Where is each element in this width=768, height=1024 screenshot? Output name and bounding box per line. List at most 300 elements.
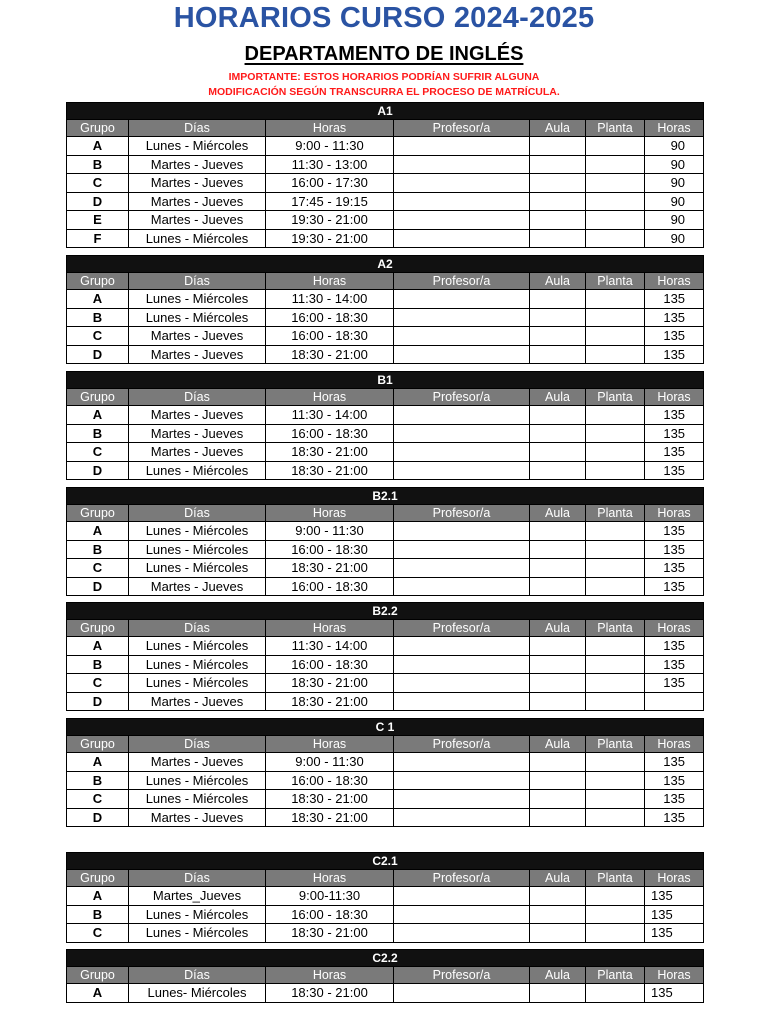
days-cell: Lunes - Miércoles (129, 308, 266, 327)
table-row (67, 211, 704, 230)
room-cell (530, 211, 586, 230)
days-cell: Martes - Jueves (129, 424, 266, 443)
column-header: Horas (266, 389, 394, 406)
group-cell: B (67, 155, 129, 174)
column-header: Días (129, 620, 266, 637)
floor-cell (586, 771, 645, 790)
floor-cell (586, 808, 645, 827)
teacher-cell (394, 345, 530, 364)
teacher-cell (394, 192, 530, 211)
column-header: Horas (645, 505, 704, 522)
hours-cell: 18:30 - 21:00 (266, 808, 394, 827)
table-row (67, 577, 704, 596)
level-title: B2.2 (67, 603, 704, 620)
room-cell (530, 984, 586, 1003)
group-cell: B (67, 771, 129, 790)
hours-cell: 18:30 - 21:00 (266, 924, 394, 943)
column-header: Profesor/a (394, 967, 530, 984)
schedule-table (66, 718, 704, 827)
days-cell: Martes - Jueves (129, 753, 266, 772)
hours-cell: 19:30 - 21:00 (266, 211, 394, 230)
days-cell: Lunes - Miércoles (129, 655, 266, 674)
floor-cell (586, 192, 645, 211)
room-cell (530, 192, 586, 211)
teacher-cell (394, 674, 530, 693)
hours-cell: 18:30 - 21:00 (266, 790, 394, 809)
hours-cell: 18:30 - 21:00 (266, 559, 394, 578)
level-header-row (67, 256, 704, 273)
column-header: Días (129, 120, 266, 137)
column-header: Horas (645, 120, 704, 137)
hours-cell: 11:30 - 14:00 (266, 290, 394, 309)
table-row (67, 559, 704, 578)
days-cell: Lunes- Miércoles (129, 984, 266, 1003)
group-cell: D (67, 692, 129, 711)
floor-cell (586, 637, 645, 656)
floor-cell (586, 229, 645, 248)
column-header: Planta (586, 120, 645, 137)
group-cell: C (67, 559, 129, 578)
floor-cell (586, 655, 645, 674)
column-header: Planta (586, 620, 645, 637)
column-header: Horas (645, 736, 704, 753)
floor-cell (586, 674, 645, 693)
hours-cell: 19:30 - 21:00 (266, 229, 394, 248)
total-hours-cell (645, 692, 704, 711)
floor-cell (586, 540, 645, 559)
total-hours-cell: 135 (645, 522, 704, 541)
floor-cell (586, 577, 645, 596)
room-cell (530, 461, 586, 480)
total-hours-cell: 135 (645, 905, 704, 924)
group-cell: A (67, 290, 129, 309)
hours-cell: 18:30 - 21:00 (266, 461, 394, 480)
schedule-table (66, 949, 704, 1003)
days-cell: Lunes - Miércoles (129, 905, 266, 924)
table-row (67, 655, 704, 674)
total-hours-cell: 90 (645, 192, 704, 211)
column-header: Horas (266, 505, 394, 522)
hours-cell: 16:00 - 18:30 (266, 905, 394, 924)
notice-line-1: IMPORTANTE: ESTOS HORARIOS PODRÍAN SUFRIR ALGUNA (228, 71, 540, 83)
column-header-row (67, 120, 704, 137)
teacher-cell (394, 790, 530, 809)
level-header-row (67, 950, 704, 967)
column-header: Grupo (67, 273, 129, 290)
column-header-row (67, 273, 704, 290)
table-row (67, 984, 704, 1003)
column-header: Profesor/a (394, 736, 530, 753)
hours-cell: 11:30 - 13:00 (266, 155, 394, 174)
total-hours-cell: 135 (645, 790, 704, 809)
column-header: Planta (586, 273, 645, 290)
room-cell (530, 406, 586, 425)
teacher-cell (394, 577, 530, 596)
column-header: Profesor/a (394, 273, 530, 290)
group-cell: D (67, 808, 129, 827)
table-row (67, 637, 704, 656)
group-cell: B (67, 905, 129, 924)
days-cell: Lunes - Miércoles (129, 540, 266, 559)
room-cell (530, 424, 586, 443)
hours-cell: 16:00 - 18:30 (266, 308, 394, 327)
days-cell: Martes - Jueves (129, 443, 266, 462)
column-header-row (67, 505, 704, 522)
floor-cell (586, 406, 645, 425)
teacher-cell (394, 522, 530, 541)
teacher-cell (394, 424, 530, 443)
column-header: Grupo (67, 967, 129, 984)
column-header: Horas (266, 736, 394, 753)
level-title: C2.2 (67, 950, 704, 967)
days-cell: Lunes - Miércoles (129, 637, 266, 656)
hours-cell: 18:30 - 21:00 (266, 443, 394, 462)
room-cell (530, 771, 586, 790)
level-title: C 1 (67, 719, 704, 736)
days-cell: Martes - Jueves (129, 406, 266, 425)
group-cell: A (67, 753, 129, 772)
column-header: Aula (530, 505, 586, 522)
hours-cell: 18:30 - 21:00 (266, 674, 394, 693)
group-cell: A (67, 406, 129, 425)
room-cell (530, 808, 586, 827)
room-cell (530, 753, 586, 772)
teacher-cell (394, 655, 530, 674)
total-hours-cell: 135 (645, 655, 704, 674)
schedule-table (66, 255, 704, 364)
table-row (67, 345, 704, 364)
column-header: Aula (530, 120, 586, 137)
room-cell (530, 924, 586, 943)
level-header-row (67, 853, 704, 870)
days-cell: Lunes - Miércoles (129, 229, 266, 248)
table-row (67, 308, 704, 327)
hours-cell: 18:30 - 21:00 (266, 345, 394, 364)
total-hours-cell: 135 (645, 559, 704, 578)
room-cell (530, 887, 586, 906)
hours-cell: 9:00 - 11:30 (266, 753, 394, 772)
total-hours-cell: 135 (645, 327, 704, 346)
schedule-table (66, 852, 704, 943)
column-header: Horas (645, 389, 704, 406)
column-header-row (67, 389, 704, 406)
room-cell (530, 637, 586, 656)
column-header: Horas (645, 967, 704, 984)
teacher-cell (394, 211, 530, 230)
column-header: Profesor/a (394, 389, 530, 406)
floor-cell (586, 308, 645, 327)
table-row (67, 406, 704, 425)
room-cell (530, 290, 586, 309)
teacher-cell (394, 887, 530, 906)
hours-cell: 16:00 - 18:30 (266, 424, 394, 443)
column-header: Profesor/a (394, 120, 530, 137)
column-header: Grupo (67, 505, 129, 522)
floor-cell (586, 887, 645, 906)
column-header: Aula (530, 967, 586, 984)
group-cell: D (67, 461, 129, 480)
room-cell (530, 345, 586, 364)
group-cell: A (67, 887, 129, 906)
total-hours-cell: 135 (645, 424, 704, 443)
teacher-cell (394, 692, 530, 711)
hours-cell: 16:00 - 17:30 (266, 174, 394, 193)
table-row (67, 887, 704, 906)
teacher-cell (394, 229, 530, 248)
hours-cell: 9:00 - 11:30 (266, 522, 394, 541)
column-header: Horas (266, 273, 394, 290)
column-header: Horas (266, 120, 394, 137)
total-hours-cell: 135 (645, 308, 704, 327)
total-hours-cell: 135 (645, 984, 704, 1003)
total-hours-cell: 135 (645, 345, 704, 364)
teacher-cell (394, 443, 530, 462)
total-hours-cell: 135 (645, 406, 704, 425)
column-header: Planta (586, 967, 645, 984)
hours-cell: 9:00 - 11:30 (266, 137, 394, 156)
days-cell: Lunes - Miércoles (129, 290, 266, 309)
table-row (67, 461, 704, 480)
group-cell: A (67, 137, 129, 156)
table-row (67, 771, 704, 790)
floor-cell (586, 790, 645, 809)
room-cell (530, 692, 586, 711)
table-row (67, 424, 704, 443)
room-cell (530, 174, 586, 193)
column-header: Profesor/a (394, 505, 530, 522)
total-hours-cell: 135 (645, 540, 704, 559)
column-header: Grupo (67, 620, 129, 637)
teacher-cell (394, 174, 530, 193)
days-cell: Lunes - Miércoles (129, 674, 266, 693)
column-header: Aula (530, 736, 586, 753)
floor-cell (586, 522, 645, 541)
total-hours-cell: 135 (645, 887, 704, 906)
total-hours-cell: 135 (645, 674, 704, 693)
teacher-cell (394, 461, 530, 480)
floor-cell (586, 753, 645, 772)
days-cell: Lunes - Miércoles (129, 790, 266, 809)
days-cell: Lunes - Miércoles (129, 461, 266, 480)
room-cell (530, 790, 586, 809)
hours-cell: 11:30 - 14:00 (266, 406, 394, 425)
table-row (67, 290, 704, 309)
column-header: Aula (530, 870, 586, 887)
floor-cell (586, 443, 645, 462)
total-hours-cell: 135 (645, 924, 704, 943)
floor-cell (586, 692, 645, 711)
floor-cell (586, 984, 645, 1003)
teacher-cell (394, 290, 530, 309)
table-row (67, 808, 704, 827)
teacher-cell (394, 753, 530, 772)
days-cell: Martes - Jueves (129, 808, 266, 827)
room-cell (530, 229, 586, 248)
column-header: Días (129, 870, 266, 887)
table-row (67, 443, 704, 462)
hours-cell: 16:00 - 18:30 (266, 655, 394, 674)
column-header: Horas (645, 273, 704, 290)
total-hours-cell: 90 (645, 174, 704, 193)
column-header: Grupo (67, 120, 129, 137)
table-row (67, 540, 704, 559)
days-cell: Martes - Jueves (129, 327, 266, 346)
level-title: A1 (67, 103, 704, 120)
days-cell: Lunes - Miércoles (129, 522, 266, 541)
group-cell: A (67, 637, 129, 656)
hours-cell: 16:00 - 18:30 (266, 577, 394, 596)
room-cell (530, 308, 586, 327)
column-header: Grupo (67, 736, 129, 753)
floor-cell (586, 424, 645, 443)
column-header-row (67, 870, 704, 887)
teacher-cell (394, 155, 530, 174)
level-header-row (67, 603, 704, 620)
days-cell: Martes - Jueves (129, 174, 266, 193)
total-hours-cell: 135 (645, 577, 704, 596)
floor-cell (586, 155, 645, 174)
days-cell: Martes - Jueves (129, 211, 266, 230)
table-row (67, 753, 704, 772)
group-cell: D (67, 345, 129, 364)
floor-cell (586, 345, 645, 364)
total-hours-cell: 90 (645, 155, 704, 174)
department-heading (0, 43, 768, 66)
floor-cell (586, 461, 645, 480)
teacher-cell (394, 559, 530, 578)
column-header: Aula (530, 620, 586, 637)
days-cell: Martes - Jueves (129, 577, 266, 596)
column-header: Planta (586, 870, 645, 887)
total-hours-cell: 135 (645, 771, 704, 790)
days-cell: Martes_Jueves (129, 887, 266, 906)
total-hours-cell: 135 (645, 753, 704, 772)
days-cell: Martes - Jueves (129, 192, 266, 211)
room-cell (530, 443, 586, 462)
notice-line-2: MODIFICACIÓN SEGÚN TRANSCURRA EL PROCESO DE MATRÍCULA. (208, 86, 560, 98)
teacher-cell (394, 308, 530, 327)
days-cell: Lunes - Miércoles (129, 137, 266, 156)
group-cell: D (67, 577, 129, 596)
days-cell: Lunes - Miércoles (129, 924, 266, 943)
room-cell (530, 327, 586, 346)
teacher-cell (394, 771, 530, 790)
hours-cell: 17:45 - 19:15 (266, 192, 394, 211)
group-cell: C (67, 174, 129, 193)
total-hours-cell: 135 (645, 443, 704, 462)
column-header: Grupo (67, 870, 129, 887)
table-row (67, 155, 704, 174)
column-header: Aula (530, 273, 586, 290)
room-cell (530, 540, 586, 559)
hours-cell: 18:30 - 21:00 (266, 692, 394, 711)
group-cell: A (67, 984, 129, 1003)
table-row (67, 137, 704, 156)
table-row (67, 327, 704, 346)
group-cell: E (67, 211, 129, 230)
schedule-table (66, 487, 704, 596)
total-hours-cell: 135 (645, 808, 704, 827)
column-header: Profesor/a (394, 870, 530, 887)
days-cell: Martes - Jueves (129, 345, 266, 364)
schedule-table (66, 371, 704, 480)
group-cell: D (67, 192, 129, 211)
page-title: HORARIOS CURSO 2024-2025 (173, 2, 595, 34)
group-cell: C (67, 790, 129, 809)
total-hours-cell: 90 (645, 211, 704, 230)
level-header-row (67, 488, 704, 505)
column-header-row (67, 620, 704, 637)
total-hours-cell: 135 (645, 461, 704, 480)
floor-cell (586, 327, 645, 346)
group-cell: B (67, 655, 129, 674)
teacher-cell (394, 540, 530, 559)
group-cell: B (67, 424, 129, 443)
table-row (67, 522, 704, 541)
table-row (67, 924, 704, 943)
days-cell: Lunes - Miércoles (129, 559, 266, 578)
level-title: B2.1 (67, 488, 704, 505)
group-cell: A (67, 522, 129, 541)
group-cell: F (67, 229, 129, 248)
column-header: Planta (586, 505, 645, 522)
teacher-cell (394, 327, 530, 346)
table-row (67, 174, 704, 193)
column-header: Días (129, 389, 266, 406)
column-header: Días (129, 505, 266, 522)
floor-cell (586, 905, 645, 924)
floor-cell (586, 924, 645, 943)
room-cell (530, 559, 586, 578)
room-cell (530, 522, 586, 541)
level-header-row (67, 372, 704, 389)
teacher-cell (394, 137, 530, 156)
table-row (67, 790, 704, 809)
teacher-cell (394, 924, 530, 943)
group-cell: C (67, 924, 129, 943)
hours-cell: 18:30 - 21:00 (266, 984, 394, 1003)
group-cell: C (67, 674, 129, 693)
column-header: Grupo (67, 389, 129, 406)
floor-cell (586, 290, 645, 309)
hours-cell: 11:30 - 14:00 (266, 637, 394, 656)
hours-cell: 16:00 - 18:30 (266, 771, 394, 790)
department-label: DEPARTAMENTO DE INGLÉS (244, 43, 524, 65)
column-header: Días (129, 273, 266, 290)
hours-cell: 9:00-11:30 (266, 887, 394, 906)
teacher-cell (394, 406, 530, 425)
total-hours-cell: 90 (645, 137, 704, 156)
room-cell (530, 655, 586, 674)
table-row (67, 229, 704, 248)
days-cell: Martes - Jueves (129, 155, 266, 174)
column-header: Horas (645, 620, 704, 637)
days-cell: Martes - Jueves (129, 692, 266, 711)
room-cell (530, 674, 586, 693)
table-row (67, 674, 704, 693)
column-header: Horas (266, 870, 394, 887)
column-header: Horas (645, 870, 704, 887)
level-header-row (67, 103, 704, 120)
group-cell: B (67, 540, 129, 559)
group-cell: C (67, 443, 129, 462)
level-title: C2.1 (67, 853, 704, 870)
schedule-table (66, 602, 704, 711)
floor-cell (586, 174, 645, 193)
column-header: Horas (266, 620, 394, 637)
level-header-row (67, 719, 704, 736)
column-header: Horas (266, 967, 394, 984)
